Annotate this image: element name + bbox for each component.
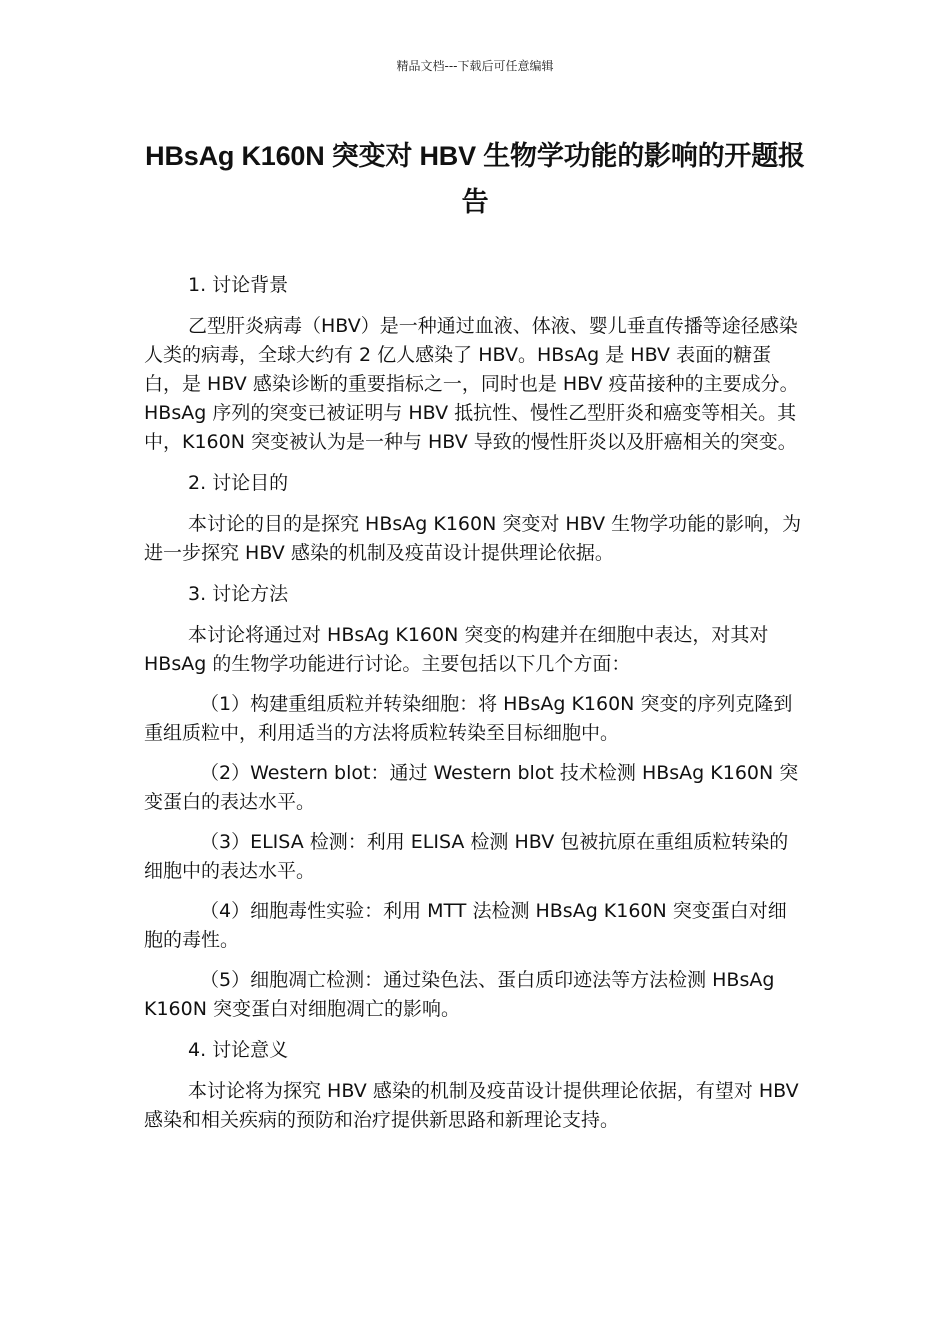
document-title: HBsAg K160N 突变对 HBV 生物学功能的影响的开题报告: [145, 141, 805, 217]
method-item-apoptosis: （5）细胞凋亡检测：通过染色法、蛋白质印迹法等方法检测 HBsAg K160N 突变蛋白对细胞凋亡的影响。: [144, 969, 775, 1020]
section-heading-significance: 4. 讨论意义: [188, 1039, 289, 1061]
method-item-western-blot: （2）Western blot：通过 Western blot 技术检测 HBsAg K160N 突变蛋白的表达水平。: [144, 762, 799, 813]
section-heading-methods: 3. 讨论方法: [188, 583, 289, 605]
section-paragraph-background: 乙型肝炎病毒（HBV）是一种通过血液、体液、婴儿垂直传播等途径感染人类的病毒，全球大约有 2 亿人感染了 HBV。HBsAg 是 HBV 表面的糖蛋白，是 HBV 感染诊断的重要指标之一，同时也是 HBV 疫苗接种的主要成分。HBsAg 序列的突变已被证明与 HBV 抵抗性、慢性乙型肝炎和癌变等相关。其中，K160N 突变被认为是一种与 HBV 导致的慢性肝炎以及肝癌相关的突变。: [144, 315, 799, 453]
method-item-elisa: （3）ELISA 检测：利用 ELISA 检测 HBV 包被抗原在重组质粒转染的细胞中的表达水平。: [144, 831, 789, 882]
section-paragraph-objective: 本讨论的目的是探究 HBsAg K160N 突变对 HBV 生物学功能的影响，为进一步探究 HBV 感染的机制及疫苗设计提供理论依据。: [144, 513, 802, 564]
section-paragraph-methods: 本讨论将通过对 HBsAg K160N 突变的构建并在细胞中表达，对其对 HBsAg 的生物学功能进行讨论。主要包括以下几个方面：: [144, 624, 769, 675]
section-heading-objective: 2. 讨论目的: [188, 472, 289, 494]
method-item-plasmid: （1）构建重组质粒并转染细胞：将 HBsAg K160N 突变的序列克隆到重组质粒中，利用适当的方法将质粒转染至目标细胞中。: [144, 693, 793, 744]
section-heading-background: 1. 讨论背景: [188, 274, 289, 296]
section-paragraph-significance: 本讨论将为探究 HBV 感染的机制及疫苗设计提供理论依据，有望对 HBV 感染和相关疾病的预防和治疗提供新思路和新理论支持。: [144, 1080, 799, 1131]
document-body: [144, 270, 804, 1146]
method-item-cytotoxicity: （4）细胞毒性实验：利用 MTT 法检测 HBsAg K160N 突变蛋白对细胞的毒性。: [144, 900, 787, 951]
page-header-note: 精品文档---下载后可任意编辑: [396, 59, 554, 73]
